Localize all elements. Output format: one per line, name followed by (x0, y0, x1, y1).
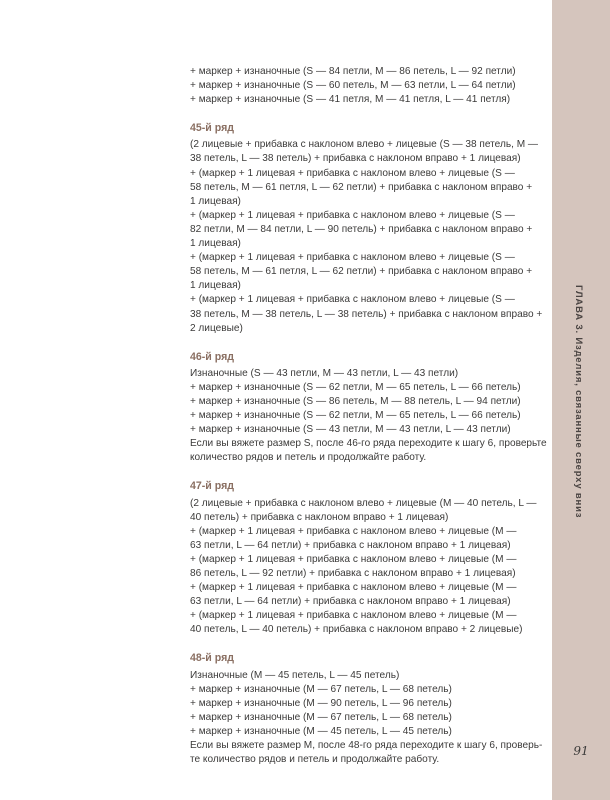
text-line: + маркер + изнаночные (S — 60 петель, M — 63 петли, L — 64 петли) (190, 80, 516, 92)
chapter-sidebar (552, 0, 610, 800)
text-line: + маркер + изнаночные (S — 62 петли, M — 65 петель, L — 66 петель) (190, 381, 521, 393)
text-line: 1 лицевая) (190, 280, 241, 292)
row-46-section (190, 350, 547, 466)
text-line: + маркер + изнаночные (S — 43 петли, M — 43 петли, L — 43 петли) (190, 424, 511, 436)
text-line: + (маркер + 1 лицевая + прибавка с наклоном влево + лицевые (S — (190, 209, 515, 221)
text-line: + маркер + изнаночные (M — 45 петель, L — 45 петель) (190, 725, 452, 737)
text-line: 82 петли, M — 84 петли, L — 90 петель) + прибавка с наклоном вправо + (190, 223, 533, 235)
text-line: 38 петель, M — 38 петель, L — 38 петель) + прибавка с наклоном вправо + (190, 308, 543, 320)
text-line: + (маркер + 1 лицевая + прибавка с наклоном влево + лицевые (S — (190, 167, 515, 179)
section-heading: 48-й ряд (190, 652, 235, 665)
row-47-section (190, 479, 535, 637)
text-line: Изнаночные (M — 45 петель, L — 45 петель) (190, 669, 400, 681)
intro-block (190, 65, 535, 107)
section-heading: 47-й ряд (190, 480, 235, 493)
text-line: + (маркер + 1 лицевая + прибавка с наклоном влево + лицевые (M — (190, 582, 517, 594)
row-48-section (190, 651, 543, 767)
text-line: + (маркер + 1 лицевая + прибавка с наклоном влево + лицевые (M — (190, 610, 517, 622)
text-line: количество рядов и петель и продолжайте работу. (190, 452, 427, 464)
text-line: + (маркер + 1 лицевая + прибавка с наклоном влево + лицевые (S — (190, 252, 515, 264)
text-line: 1 лицевая) (190, 195, 241, 207)
text-line: + маркер + изнаночные (S — 41 петля, M — 41 петля, L — 41 петля) (190, 94, 511, 106)
text-line: 86 петель, L — 92 петли) + прибавка с наклоном вправо + 1 лицевая) (190, 568, 516, 579)
text-line: 2 лицевые) (190, 322, 243, 334)
page-content (190, 65, 547, 767)
text-line: 58 петель, M — 61 петля, L — 62 петли) + прибавка с наклоном вправо + (190, 181, 533, 193)
text-line: (2 лицевые + прибавка с наклоном влево + лицевые (M — 40 петель, L — (190, 497, 537, 509)
text-line: 63 петли, L — 64 петли) + прибавка с наклоном вправо + 1 лицевая) (190, 539, 511, 551)
text-line: 38 петель, L — 38 петель) + прибавка с наклоном вправо + 1 лицевая) (190, 153, 521, 165)
text-line: + маркер + изнаночные (M — 67 петель, L — 68 петель) (190, 683, 452, 695)
section-heading: 45-й ряд (190, 122, 235, 135)
text-line: + (маркер + 1 лицевая + прибавка с наклоном влево + лицевые (S — (190, 294, 515, 306)
text-line: + маркер + изнаночные (M — 90 петель, L — 96 петель) (190, 697, 452, 709)
text-line: (2 лицевые + прибавка с наклоном влево + лицевые (S — 38 петель, M — (190, 139, 539, 151)
text-line: + маркер + изнаночные (M — 67 петель, L — 68 петель) (190, 711, 452, 723)
section-heading: 46-й ряд (190, 350, 235, 363)
text-line: Изнаночные (S — 43 петли, M — 43 петли, L — 43 петли) (190, 367, 459, 379)
text-line: + маркер + изнаночные (S — 86 петель, M — 88 петель, L — 94 петли) (190, 395, 521, 407)
row-45-section (190, 121, 543, 335)
text-line: Если вы вяжете размер S, после 46-го ряда переходите к шагу 6, проверьте (190, 438, 547, 450)
text-line: + маркер + изнаночные (S — 84 петли, M — 86 петель, L — 92 петли) (190, 66, 516, 77)
text-line: 58 петель, M — 61 петля, L — 62 петли) + прибавка с наклоном вправо + (190, 266, 533, 278)
text-line: + маркер + изнаночные (S — 62 петли, M — 65 петель, L — 66 петель) (190, 410, 521, 422)
text-line: 40 петель, L — 40 петель) + прибавка с наклоном вправо + 2 лицевые) (190, 624, 523, 636)
page-number: 91 (573, 744, 589, 758)
text-line: те количество рядов и петель и продолжайте работу. (190, 754, 440, 766)
text-line: + (маркер + 1 лицевая + прибавка с наклоном влево + лицевые (M — (190, 525, 517, 537)
text-line: 63 петли, L — 64 петли) + прибавка с наклоном вправо + 1 лицевая) (190, 596, 511, 608)
text-line: Если вы вяжете размер M, после 48-го ряда переходите к шагу 6, проверь- (190, 740, 543, 752)
text-line: + (маркер + 1 лицевая + прибавка с наклоном влево + лицевые (M — (190, 553, 517, 565)
text-line: 1 лицевая) (190, 238, 241, 250)
chapter-title: ГЛАВА 3. Изделия, связанные сверху вниз (573, 285, 584, 519)
text-line: 40 петель) + прибавка с наклоном вправо + 1 лицевая) (190, 511, 449, 523)
